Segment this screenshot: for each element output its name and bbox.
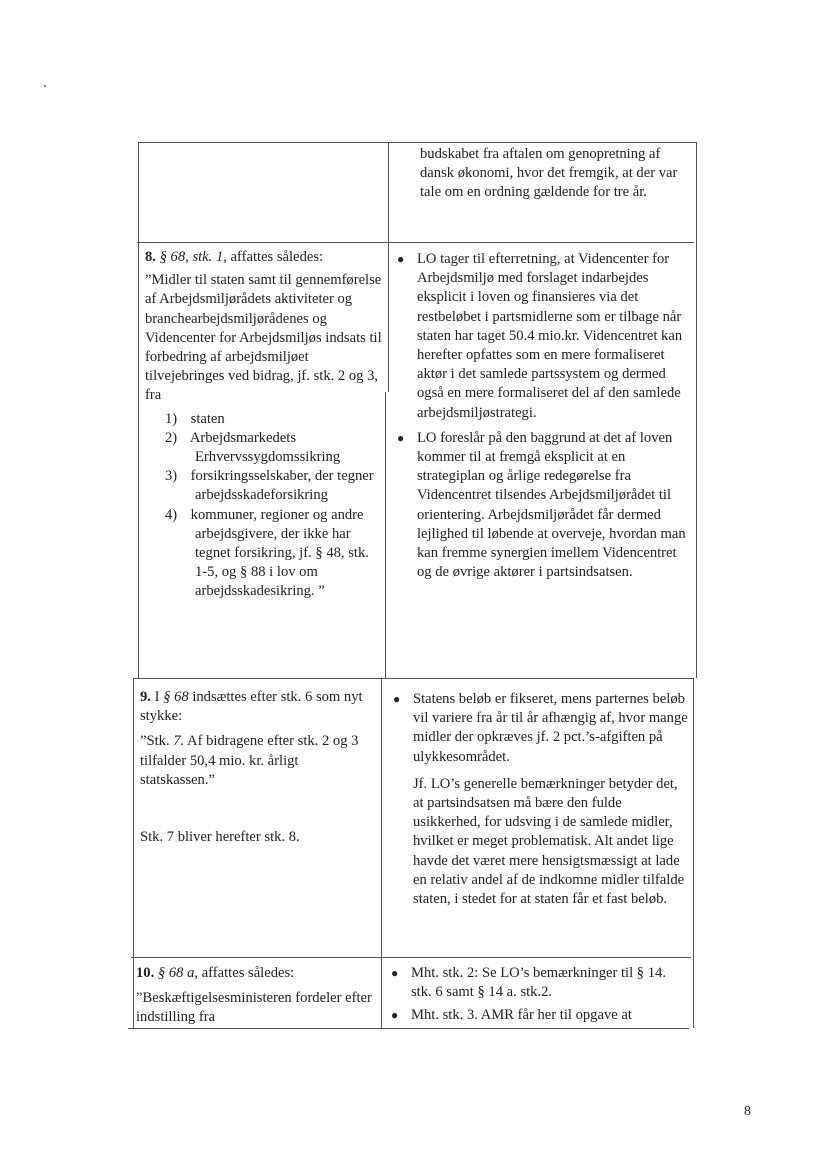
table-rule: [133, 678, 134, 1028]
amendment-10-quote: ”Beskæftigelsesministeren fordeler efter indstilling fra: [136, 990, 372, 1026]
comment-paragraph: Jf. LO’s generelle bemærkninger betyder det, at partsindsatsen må bære den fulde usikkerhed, for udsving i de samlede midler, hvilket er meget problematisk. Alt andet lige havde det været mere hensigtsmæssigt at lade en relativ andel af de indkomne midler tilfalde staten, i stedet for at staten får et fast beløb.: [413, 775, 685, 908]
scan-speck: [44, 85, 46, 87]
amendment-8-list: [145, 410, 383, 602]
amendment-9-note: Stk. 7 bliver herefter stk. 8.: [140, 829, 300, 846]
row4-right-cell: [391, 964, 687, 1026]
row1-text: budskabet fra aftalen om genopretning af dansk økonomi, hvor det fremgik, at der var tale om en ordning gældende for tre år.: [420, 146, 678, 201]
row4-left-cell: [136, 964, 376, 1028]
bullet-icon: ●: [397, 430, 405, 445]
page-number: 8: [744, 1104, 751, 1119]
list-item: 3) forsikringsselskaber, der tegner arbejdsskadeforsikring: [165, 468, 374, 504]
bullet-icon: ●: [397, 252, 405, 266]
list-item: 1) staten: [165, 410, 225, 427]
amendment-9-quote: ”Stk. 7. Af bidragene efter stk. 2 og 3 tilfalder 50,4 mio. kr. årligt statskassen.”: [140, 733, 359, 788]
comment-bullet: ● Statens beløb er fikseret, mens parternes beløb vil variere fra år til år afhængig af, hvor mange midler der opkræves jf. 2 pct.’s-afgiften på ulykkesområdet.: [393, 691, 688, 765]
amendment-8-quote: ”Midler til staten samt til gennemførelse af Arbejdsmiljørådets aktiviteter og branchearbejdsmiljørådenes og Videncenter for Arbejdsmiljøs indsats til forbedring af arbejdsmiljøet tilvejebringes ved bidrag, jf. stk. 2 og 3, fra: [145, 272, 382, 404]
table-rule: [696, 142, 697, 678]
amendment-9-heading: 9. I § 68 indsættes efter stk. 6 som nyt stykke:: [140, 689, 363, 725]
comment-bullet: ● Mht. stk. 2: Se LO’s bemærkninger til § 14. stk. 6 samt § 14 a. stk.2.: [391, 965, 666, 1001]
table-rule: [138, 142, 696, 143]
row1-right-cell: [420, 145, 692, 203]
row2-left-cell: [145, 248, 383, 602]
table-rule: [137, 242, 694, 243]
comment-bullet: ● LO tager til efterretning, at Videncenter for Arbejdsmiljø med forslaget indarbejdes eksplicit i loven og finansieres via det restbeløbet i partsmidlerne som er tilbage når staten har taget 50.4 mio.kr. Videncentret kan herefter opfattes som en mere formaliseret aktør i det samlede partssystem og dermed også en mere formaliseret del af den samlede arbejdsmiljøstrategi.: [397, 251, 683, 421]
list-item: 4) kommuner, regioner og andre arbejdsgivere, der ikke har tegnet forsikring, jf. § 48, stk. 1-5, og § 88 i lov om arbejdsskadesikring. ”: [165, 506, 369, 600]
table-rule: [381, 678, 382, 1028]
comment-bullet: ● Mht. stk. 3. AMR får her til opgave at: [411, 1006, 687, 1025]
bullet-icon: ●: [393, 692, 401, 706]
table-rule: [128, 1028, 689, 1029]
bullet-icon: ●: [391, 1008, 399, 1023]
amendment-10-heading: 10. § 68 a, affattes således:: [136, 965, 295, 981]
row3-right-cell: [393, 690, 689, 909]
table-rule: [693, 678, 694, 1028]
table-rule: [388, 142, 389, 392]
table-rule: [385, 392, 386, 678]
table-rule: [134, 678, 693, 679]
list-item: 2) Arbejdsmarkedets Erhvervssygdomssikring: [165, 429, 341, 466]
row2-right-cell: [397, 250, 691, 582]
comment-bullet: ● LO foreslår på den baggrund at det af loven kommer til at fremgå eksplicit at en strategiplan og årlige redegørelse fra Videncentret tilsendes Arbejdsmiljørådet til orientering. Arbejdsmiljørådet får dermed lejlighed til løbende at overveje, hvordan man kan fremme synergien imellem Videncentret og de øvrige aktører i partsindsatsen.: [397, 429, 686, 581]
bullet-icon: ●: [391, 966, 399, 980]
amendment-8-heading: 8. § 68, stk. 1, affattes således:: [145, 249, 324, 265]
row3-left-cell: [140, 688, 376, 847]
table-rule: [131, 957, 691, 958]
table-rule: [138, 142, 139, 678]
